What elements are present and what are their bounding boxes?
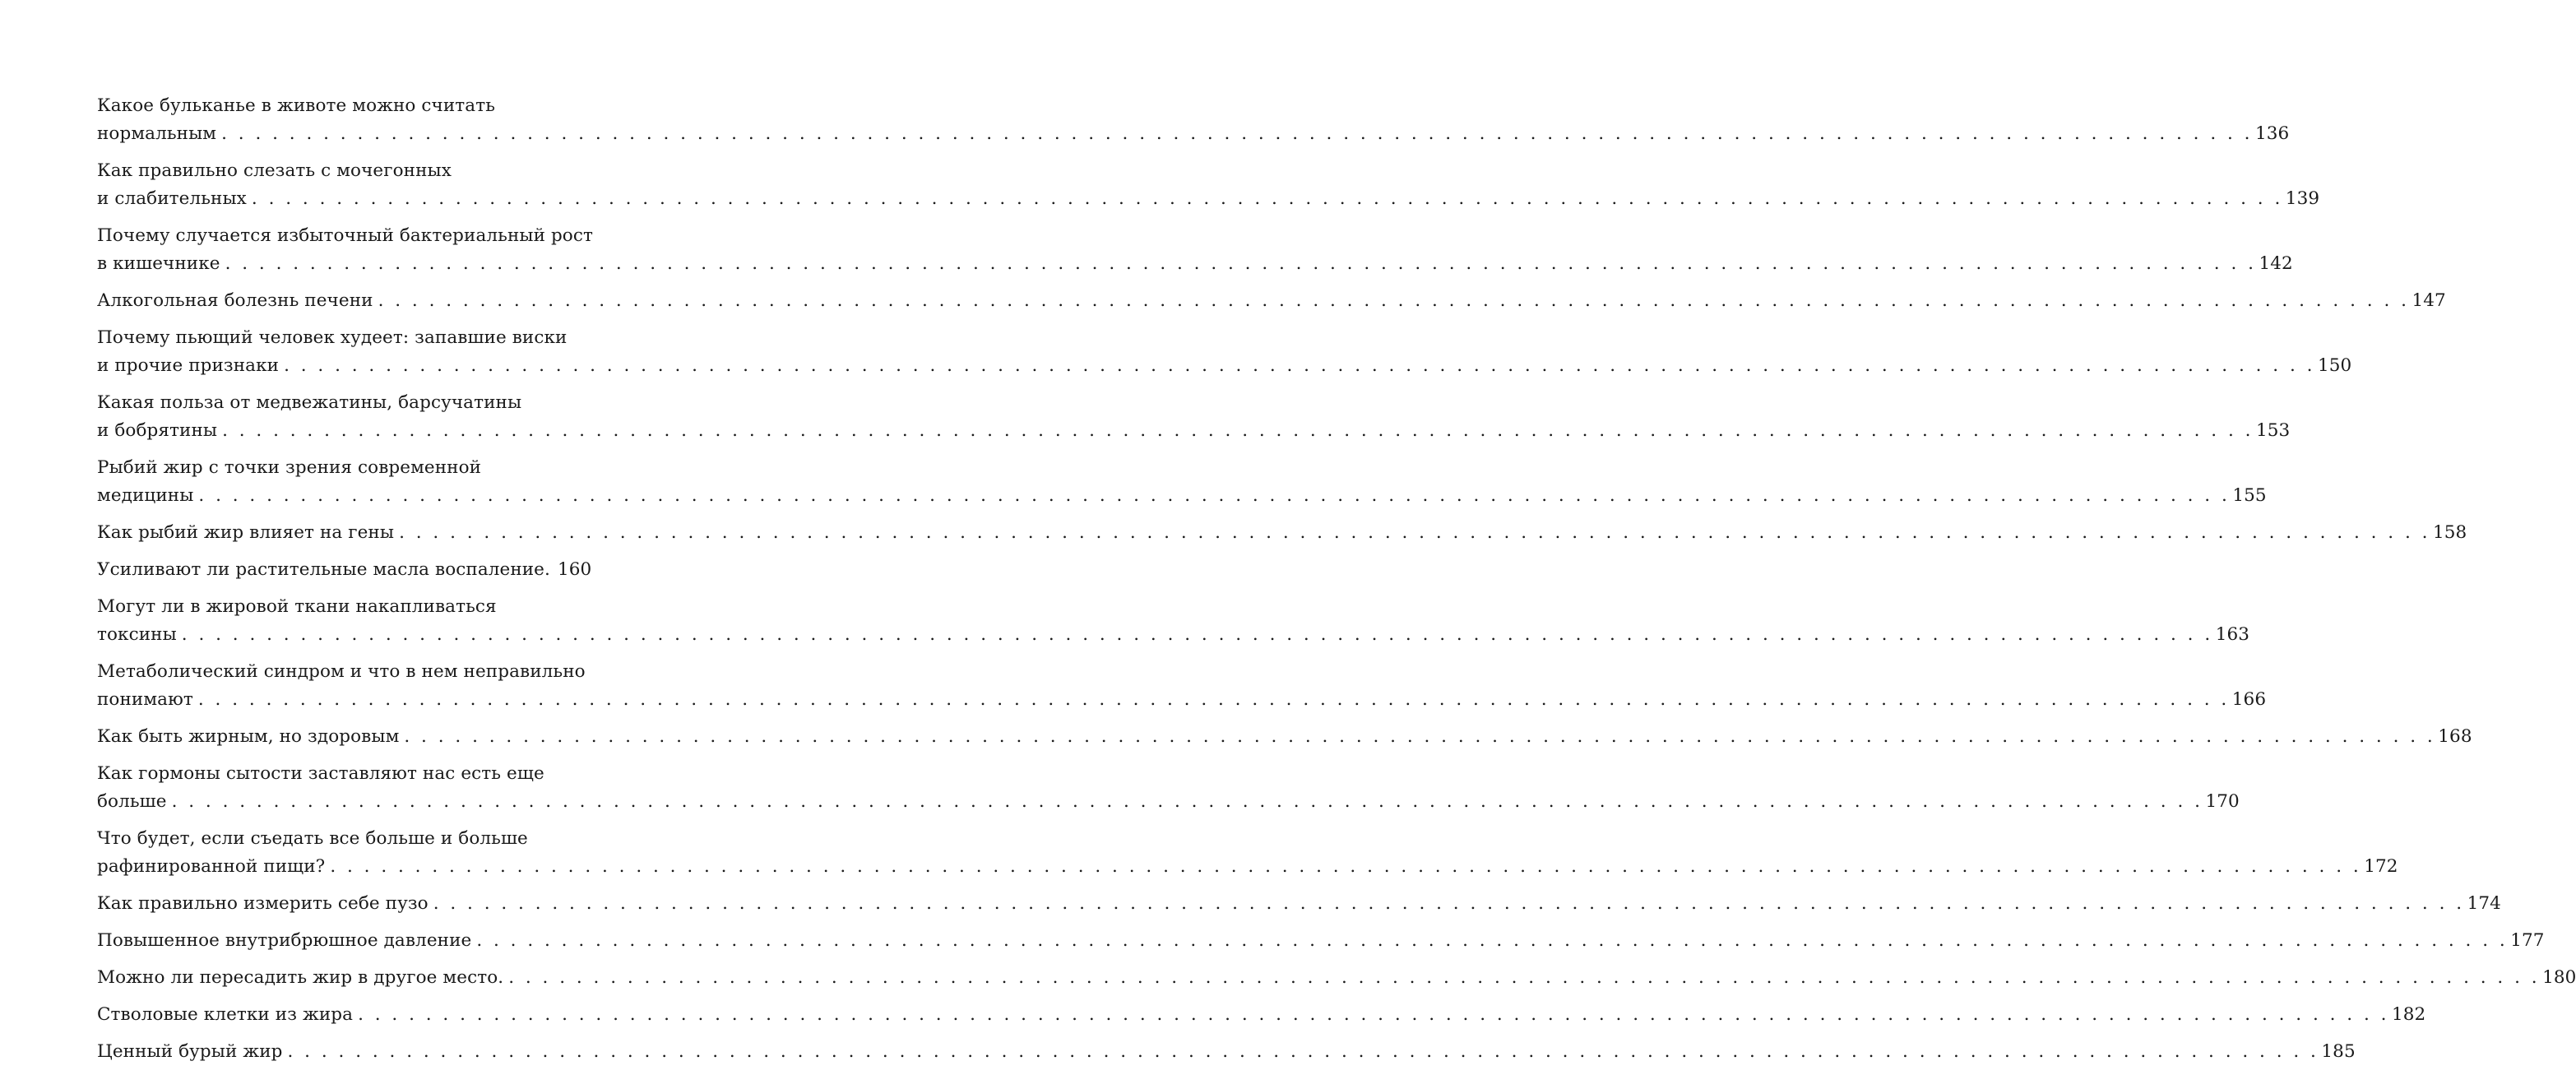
toc-entry-title: понимают [97,689,193,710]
toc-entry [97,519,2467,547]
toc-entry-row [97,1001,2426,1029]
toc-page-number: 180 [2542,967,2576,988]
toc-entry-title-line: Как гормоны сытости заставляют нас есть еще [97,763,544,784]
toc-page-number: 150 [2317,355,2352,376]
toc-page-number: 177 [2510,930,2545,951]
toc-page-number: 139 [2285,188,2320,209]
toc-entry-title-line: Могут ли в жировой ткани накапливаться [97,596,497,617]
toc-entry-title: медицины [97,485,194,506]
toc-page-number: 155 [2232,485,2267,506]
toc-entry-row [97,185,2320,213]
toc-entry-row [97,1038,2356,1066]
toc-page-number: 172 [2364,856,2398,877]
toc-entry-row [97,621,2250,649]
toc-entry [97,454,2267,510]
toc-entry-title-line: Почему случается избыточный бактериальный рост [97,225,593,246]
toc-entry [97,556,592,584]
toc-page-number: 142 [2259,253,2293,274]
toc-entry-title-line: Почему пьющий человек худеет: запавшие виски [97,327,568,348]
toc-entry [97,1038,2356,1066]
toc-entry-title: и бобрятины [97,420,218,441]
toc-entry-row [97,964,2576,992]
toc-entry [97,222,2293,278]
toc-entry-title-line: Какая польза от медвежатины, барсучатины [97,392,522,413]
toc-page-number: 136 [2255,123,2290,144]
toc-entry-title: Ценный бурый жир [97,1041,283,1062]
toc-page-number: 170 [2205,791,2240,812]
toc-entry [97,389,2291,445]
toc-entry-title: Алкогольная болезнь печени [97,290,373,311]
toc-entry-row [97,120,2290,148]
toc-entry-row [97,890,2501,918]
table-of-contents [97,92,2576,1075]
toc-page-number: 153 [2255,420,2291,441]
toc-entry [97,927,2545,955]
toc-entry-title-line: Рыбий жир с точки зрения современной [97,457,482,478]
dot-leader: . . . . . . . . . . . . . . . . . . . . . . . . . . . . . . . . . . . . . . . . . . . . . . . . . . . . . . . . . . . . . . . . . . . . . . . . . . . . . . . . . . . . . . . . . . . . . . . . . . . . . . . . . . . . . . . . . . . . . . . . [222,420,2254,441]
toc-page-number: 185 [2321,1041,2356,1062]
toc-entry [97,890,2501,918]
toc-entry [97,760,2240,816]
toc-entry-title: и слабительных [97,188,247,209]
toc-entry-row [97,788,2240,816]
dot-leader: . . . . . . . . . . . . . . . . . . . . . . . . . . . . . . . . . . . . . . . . . . . . . . . . . . . . . . . . . . . . . . . . . . . . . . . . . . . . . . . . . . . . . . . . . . . . . . . . . . . . . . . . . . . . . . . . . . . . . . . . [287,1041,2319,1062]
toc-entry-title: Как рыбий жир влияет на гены [97,522,395,543]
dot-leader: . . . . . . . . . . . . . . . . . . . . . . . . . . . . . . . . . . . . . . . . . . . . . . . . . . . . . . . . . . . . . . . . . . . . . . . . . . . . . . . . . . . . . . . . . . . . . . . . . . . . . . . . . . . . . . . . . . . . . . . . [508,967,2541,988]
dot-leader: . . . . . . . . . . . . . . . . . . . . . . . . . . . . . . . . . . . . . . . . . . . . . . . . . . . . . . . . . . . . . . . . . . . . . . . . . . . . . . . . . . . . . . . . . . . . . . . . . . . . . . . . . . . . . . . . . . . . . . . . [433,893,2465,914]
toc-page-number: 182 [2391,1004,2426,1025]
toc-entry-title-line: Что будет, если съедать все больше и больше [97,828,528,849]
toc-entry-row [97,686,2267,714]
toc-entry-title: рафинированной пищи? [97,856,326,877]
toc-entry-title: Усиливают ли растительные масла воспаление. [97,559,550,580]
dot-leader: . . . . . . . . . . . . . . . . . . . . . . . . . . . . . . . . . . . . . . . . . . . . . . . . . . . . . . . . . . . . . . . . . . . . . . . . . . . . . . . . . . . . . . . . . . . . . . . . . . . . . . . . . . . . . . . . . . . . . . . . [358,1004,2389,1025]
dot-leader: . . . . . . . . . . . . . . . . . . . . . . . . . . . . . . . . . . . . . . . . . . . . . . . . . . . . . . . . . . . . . . . . . . . . . . . . . . . . . . . . . . . . . . . . . . . . . . . . . . . . . . . . . . . . . . . . . . . . . . . . [197,689,2230,710]
toc-entry-row [97,287,2446,315]
toc-page-number: 158 [2432,522,2467,543]
toc-page-number: 147 [2412,290,2446,311]
toc-entry-title-line: Как правильно слезать с мочегонных [97,160,452,181]
toc-entry-title: больше [97,791,167,812]
toc-entry-title-line: Какое бульканье в животе можно считать [97,95,496,116]
toc-entry [97,92,2290,148]
dot-leader: . . . . . . . . . . . . . . . . . . . . . . . . . . . . . . . . . . . . . . . . . . . . . . . . . . . . . . . . . . . . . . . . . . . . . . . . . . . . . . . . . . . . . . . . . . . . . . . . . . . . . . . . . . . . . . . . . . . . . . . . [198,485,2231,506]
toc-entry-title: Повышенное внутрибрюшное давление [97,930,472,951]
toc-entry-row [97,482,2267,510]
toc-entry [97,825,2398,881]
toc-page-number: 166 [2231,689,2267,710]
toc-page-number: 168 [2438,726,2472,747]
dot-leader: . . . . . . . . . . . . . . . . . . . . . . . . . . . . . . . . . . . . . . . . . . . . . . . . . . . . . . . . . . . . . . . . . . . . . . . . . . . . . . . . . . . . . . . . . . . . . . . . . . . . . . . . . . . . . . . . . . . . . . . . [225,253,2257,274]
toc-entry-title: Как быть жирным, но здоровым [97,726,400,747]
dot-leader: . . . . . . . . . . . . . . . . . . . . . . . . . . . . . . . . . . . . . . . . . . . . . . . . . . . . . . . . . . . . . . . . . . . . . . . . . . . . . . . . . . . . . . . . . . . . . . . . . . . . . . . . . . . . . . . . . . . . . . . . [330,856,2362,877]
toc-entry-title: нормальным [97,123,217,144]
toc-entry [97,1001,2426,1029]
toc-page-number: 163 [2215,624,2250,645]
toc-entry-title: в кишечнике [97,253,220,274]
toc-entry [97,287,2446,315]
toc-entry-row [97,927,2545,955]
toc-entry-row [97,250,2293,278]
toc-entry-title: Можно ли пересадить жир в другое место. [97,967,504,988]
toc-entry-row [97,519,2467,547]
toc-entry-title: Стволовые клетки из жира [97,1004,354,1025]
toc-entry [97,593,2250,649]
dot-leader: . . . . . . . . . . . . . . . . . . . . . . . . . . . . . . . . . . . . . . . . . . . . . . . . . . . . . . . . . . . . . . . . . . . . . . . . . . . . . . . . . . . . . . . . . . . . . . . . . . . . . . . . . . . . . . . . . . . . . . . . [251,188,2283,209]
dot-leader: . . . . . . . . . . . . . . . . . . . . . . . . . . . . . . . . . . . . . . . . . . . . . . . . . . . . . . . . . . . . . . . . . . . . . . . . . . . . . . . . . . . . . . . . . . . . . . . . . . . . . . . . . . . . . . . . . . . . . . . . [221,123,2253,144]
toc-page-number: 174 [2467,893,2501,914]
toc-entry-row [97,417,2291,445]
dot-leader: . . . . . . . . . . . . . . . . . . . . . . . . . . . . . . . . . . . . . . . . . . . . . . . . . . . . . . . . . . . . . . . . . . . . . . . . . . . . . . . . . . . . . . . . . . . . . . . . . . . . . . . . . . . . . . . . . . . . . . . . [284,355,2315,376]
toc-entry-title: и прочие признаки [97,355,280,376]
toc-entry-row [97,723,2472,751]
toc-entry [97,964,2576,992]
dot-leader: . . . . . . . . . . . . . . . . . . . . . . . . . . . . . . . . . . . . . . . . . . . . . . . . . . . . . . . . . . . . . . . . . . . . . . . . . . . . . . . . . . . . . . . . . . . . . . . . . . . . . . . . . . . . . . . . . . . . . . . . [399,522,2430,543]
toc-entry-row [97,556,592,584]
toc-entry [97,324,2352,380]
toc-entry-title: Как правильно измерить себе пузо [97,893,429,914]
dot-leader: . . . . . . . . . . . . . . . . . . . . . . . . . . . . . . . . . . . . . . . . . . . . . . . . . . . . . . . . . . . . . . . . . . . . . . . . . . . . . . . . . . . . . . . . . . . . . . . . . . . . . . . . . . . . . . . . . . . . . . . . [404,726,2436,747]
toc-entry-title-line: Метаболический синдром и что в нем неправильно [97,661,586,682]
toc-entry [97,658,2267,714]
toc-entry-title: токсины [97,624,177,645]
toc-page-number: 160 [557,559,592,580]
toc-entry-row [97,853,2398,881]
dot-leader: . . . . . . . . . . . . . . . . . . . . . . . . . . . . . . . . . . . . . . . . . . . . . . . . . . . . . . . . . . . . . . . . . . . . . . . . . . . . . . . . . . . . . . . . . . . . . . . . . . . . . . . . . . . . . . . . . . . . . . . . [378,290,2410,311]
dot-leader: . . . . . . . . . . . . . . . . . . . . . . . . . . . . . . . . . . . . . . . . . . . . . . . . . . . . . . . . . . . . . . . . . . . . . . . . . . . . . . . . . . . . . . . . . . . . . . . . . . . . . . . . . . . . . . . . . . . . . . . . [181,624,2213,645]
toc-entry-row [97,352,2352,380]
dot-leader: . . . . . . . . . . . . . . . . . . . . . . . . . . . . . . . . . . . . . . . . . . . . . . . . . . . . . . . . . . . . . . . . . . . . . . . . . . . . . . . . . . . . . . . . . . . . . . . . . . . . . . . . . . . . . . . . . . . . . . . . [171,791,2203,812]
dot-leader: . . . . . . . . . . . . . . . . . . . . . . . . . . . . . . . . . . . . . . . . . . . . . . . . . . . . . . . . . . . . . . . . . . . . . . . . . . . . . . . . . . . . . . . . . . . . . . . . . . . . . . . . . . . . . . . . . . . . . . . . [476,930,2509,951]
toc-entry [97,723,2472,751]
toc-entry [97,157,2320,213]
